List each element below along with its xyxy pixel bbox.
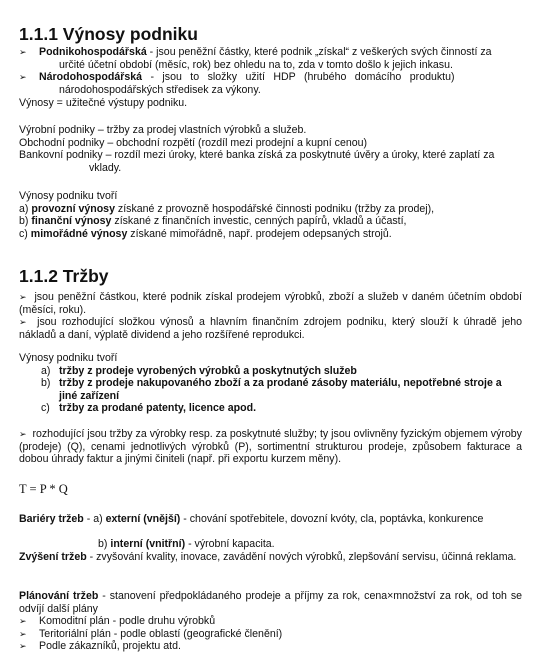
revenue-components: Výnosy podniku tvoří a) provozní výnosy získané z provozně hospodářské činnosti podniku (tržby za prodej), b) finanční výnosy získané z finančních investic, cenných papírů, vkladů a účastí, c) mimořádné výnosy získané mimořádně, např. prodejem odepsaných strojů. (19, 190, 435, 240)
list-item: ➢ Komoditní plán - podle druhu výrobků (19, 615, 216, 627)
section-title-vynosy: 1.1.1 Výnosy podniku (19, 24, 198, 44)
bullet-arrow-icon: ➢ (19, 628, 27, 639)
company-types: Výrobní podniky – tržby za prodej vlastních výrobků a služeb. Obchodní podniky – obchodní rozpětí (rozdíl mezi prodejní a kupní cenou) Bankovní podniky – rozdíl mezi úroky, které banka získá za poskytnuté úvěry a úroky, které zaplatí za vklady. (19, 124, 495, 174)
bullet-podnikohospodarska: ➢ Podnikohospodářská - jsou peněžní částky, které podnik „získal“ z veškerých svých činností za určité účetní období (měsíc, rok) bez ohledu na to, zda v tomto došlo k jejich inkasu. (19, 46, 492, 71)
trzby-components: Výnosy podniku tvoří a) tržby z prodeje vyrobených výrobků a poskytnutých služeb b) tržby z prodeje nakupovaného zboží a za prodané zásoby materiálu, nepotřebné stroje a jiné zařízení c) tržby za prodané patenty, licence apod. (19, 352, 522, 415)
list-item: b) tržby z prodeje nakupovaného zboží a za prodané zásoby materiálu, nepotřebné stroje a jiné zařízení (41, 377, 502, 402)
revenue-increase: Zvýšení tržeb - zvyšování kvality, inovace, zavádění nových výrobků, zlepšování servisu, účinná reklama. (19, 551, 517, 563)
definition-line: Výnosy = užitečné výstupy podniku. (19, 97, 188, 109)
revenue-planning: Plánování tržeb - stanovení předpokládaného prodeje a příjmy za rok, cena×množství za rok, od toh se odvíjí další plány (19, 590, 523, 615)
list-item: a) tržby z prodeje vyrobených výrobků a poskytnutých služeb (41, 364, 357, 377)
trzby-bullet-3: ➢ rozhodující jsou tržby za výrobky resp. za poskytnuté služby; ty jsou ovlivněny fyzickým objemem výroby (prodeje) (Q), cenami jednotlivých výrobků (P), sortimentní strukturou prodeje, způsobem fakturace a dobou úhrady faktur a jinými činiteli (např. při exportu kurzem měny). (19, 428, 522, 466)
bullet-arrow-icon: ➢ (19, 429, 27, 439)
bullet-narodohospodarska: ➢ Národohospodářská - jsou to složky užití HDP (hrubého domácího produktu) národohospodářských středisek za výkony. (19, 71, 455, 96)
bullet-arrow-icon: ➢ (19, 616, 27, 626)
revenue-formula: T = P * Q (19, 482, 68, 496)
list-item: ➢ Teritoriální plán - podle oblastí (geografické členění) (19, 627, 283, 640)
bullet-arrow-icon: ➢ (19, 47, 27, 57)
section-title-trzby: 1.1.2 Tržby (19, 266, 109, 286)
bullet-arrow-icon: ➢ (19, 317, 27, 327)
list-item: ➢ Podle zákazníků, projektu atd. (19, 640, 181, 653)
barriers-internal: b) interní (vnitřní) - výrobní kapacita. (98, 538, 275, 550)
trzby-bullet-2: ➢ jsou rozhodující složkou výnosů a hlavním finančním zdrojem podniku, který slouží k úhradě jeho nákladů a daní, výplatě dividend a jeho rozšířené reprodukci. (19, 316, 523, 341)
bullet-arrow-icon: ➢ (19, 641, 27, 652)
plan-list (19, 615, 522, 653)
bullet-arrow-icon: ➢ (19, 72, 27, 82)
barriers-external: Bariéry tržeb - a) externí (vnější) - chování spotřebitele, dovozní kvóty, cla, poptávka, konkurence (19, 513, 484, 525)
trzby-bullet-1: ➢ jsou peněžní částkou, které podnik získal prodejem výrobků, zboží a služeb v daném účetním období (měsíci, roku). (19, 291, 522, 316)
list-item: c) tržby za prodané patenty, licence apod. (41, 402, 257, 415)
bullet-arrow-icon: ➢ (19, 292, 27, 302)
